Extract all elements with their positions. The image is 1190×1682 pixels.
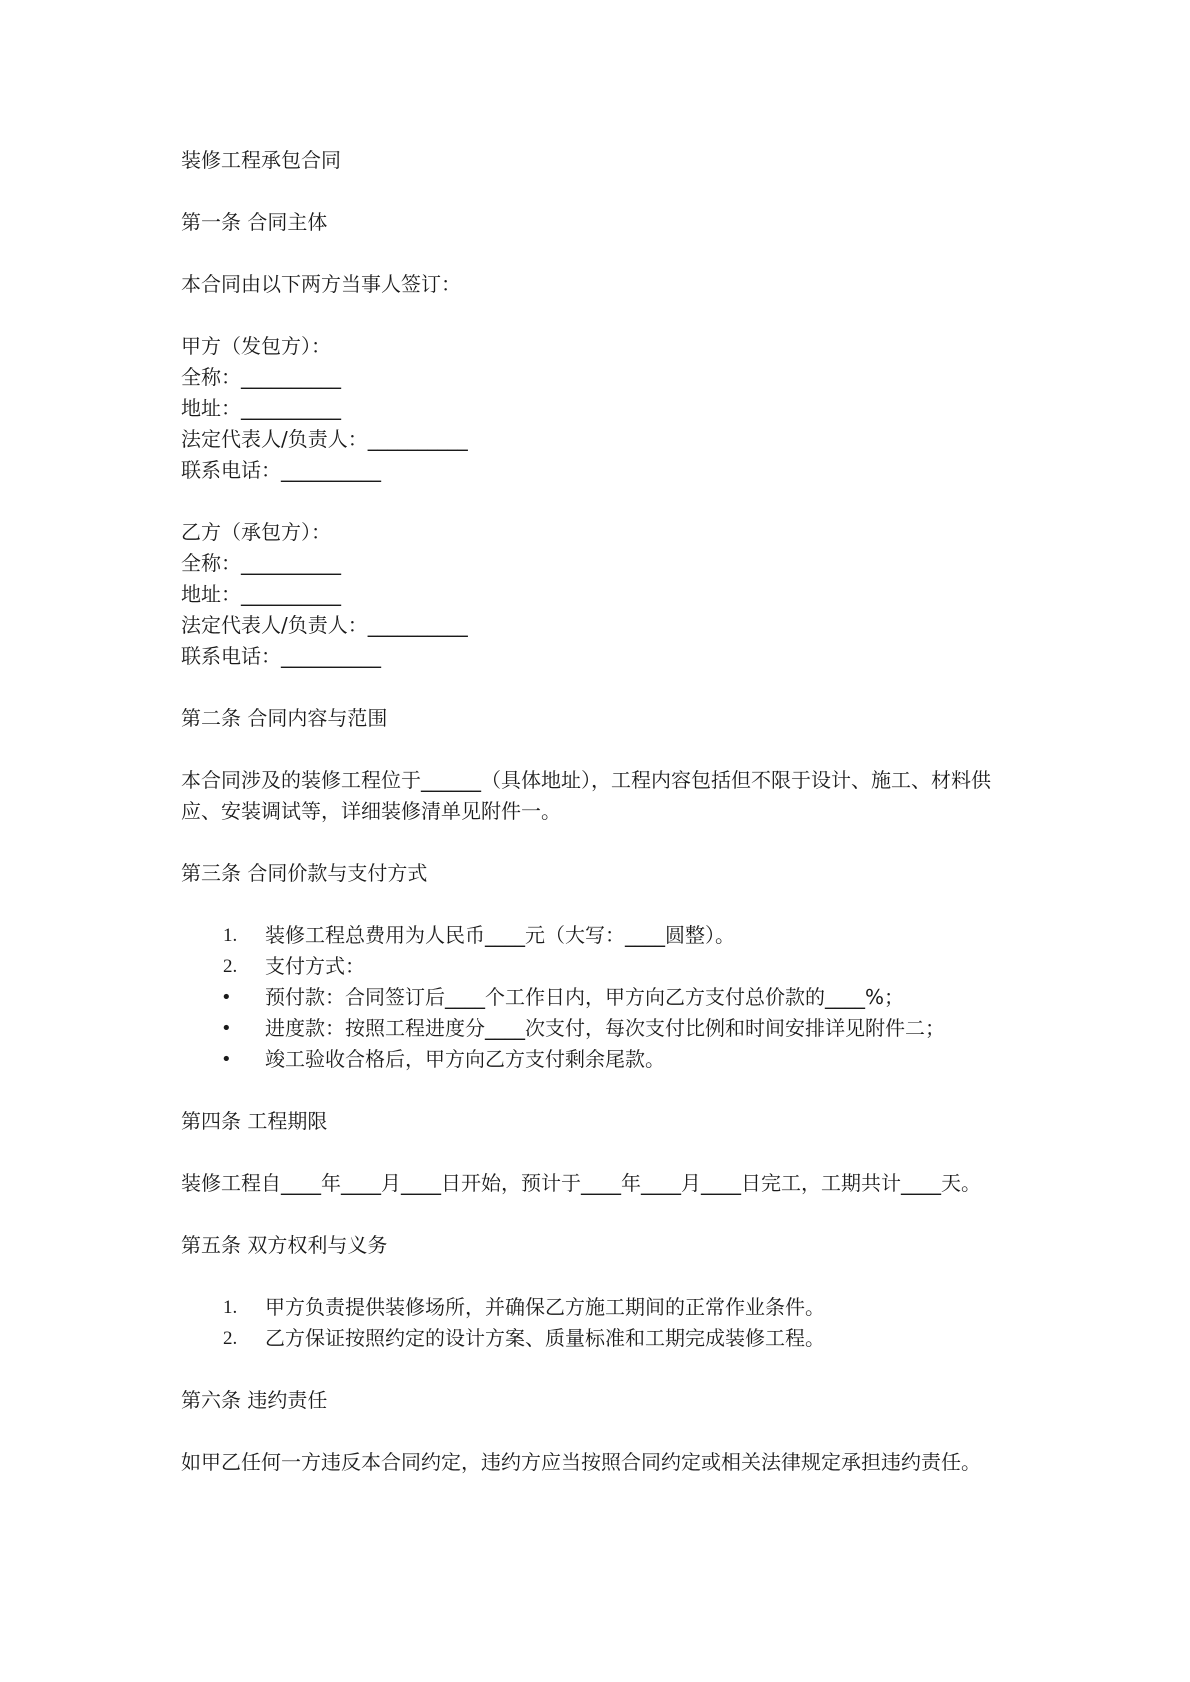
article-1-heading: 第一条 合同主体 bbox=[181, 210, 328, 234]
contract-title: 装修工程承包合同 bbox=[181, 148, 341, 172]
list-item bbox=[181, 951, 1021, 982]
article-4-heading: 第四条 工程期限 bbox=[181, 1109, 328, 1133]
party-a-phone-field: 联系电话：__________ bbox=[181, 458, 381, 482]
bullet-item-text: 进度款：按照工程进度分____次支付，每次支付比例和时间安排详见附件二； bbox=[265, 1016, 945, 1040]
party-b-label: 乙方（承包方）： bbox=[181, 520, 331, 544]
bullet-item bbox=[181, 982, 1021, 1013]
article-3-heading: 第三条 合同价款与支付方式 bbox=[181, 861, 428, 885]
article-6-heading: 第六条 违约责任 bbox=[181, 1388, 328, 1412]
list-number: 1. bbox=[223, 925, 238, 946]
list-number: 2. bbox=[223, 956, 238, 977]
bullet-icon: • bbox=[221, 1018, 232, 1039]
article-5-heading: 第五条 双方权利与义务 bbox=[181, 1233, 388, 1257]
party-a-label: 甲方（发包方）： bbox=[181, 334, 331, 358]
bullet-item bbox=[181, 1013, 1021, 1044]
list-item bbox=[181, 1323, 1021, 1354]
party-b-phone-field: 联系电话：__________ bbox=[181, 644, 381, 668]
list-item bbox=[181, 1292, 1021, 1323]
bullet-icon: • bbox=[221, 987, 232, 1008]
party-a-address-field: 地址：__________ bbox=[181, 396, 341, 420]
bullet-item-text: 竣工验收合格后，甲方向乙方支付剩余尾款。 bbox=[265, 1047, 665, 1071]
list-item-text: 装修工程总费用为人民币____元（大写：____圆整）。 bbox=[265, 923, 735, 947]
article-4-body: 装修工程自____年____月____日开始，预计于____年____月____日完工，工期共计____天。 bbox=[181, 1171, 981, 1195]
party-b-rep-field: 法定代表人/负责人：__________ bbox=[181, 613, 468, 637]
list-number: 1. bbox=[223, 1297, 238, 1318]
bullet-icon: • bbox=[221, 1049, 232, 1070]
document-body bbox=[181, 145, 1021, 1478]
list-number: 2. bbox=[223, 1328, 238, 1349]
bullet-item bbox=[181, 1044, 1021, 1075]
party-a-rep-field: 法定代表人/负责人：__________ bbox=[181, 427, 468, 451]
article-1-intro: 本合同由以下两方当事人签订： bbox=[181, 272, 461, 296]
list-item bbox=[181, 920, 1021, 951]
party-b-block bbox=[181, 517, 1021, 672]
article-6-body: 如甲乙任何一方违反本合同约定，违约方应当按照合同约定或相关法律规定承担违约责任。 bbox=[181, 1450, 981, 1474]
party-a-name-field: 全称：__________ bbox=[181, 365, 341, 389]
article-2-heading: 第二条 合同内容与范围 bbox=[181, 706, 388, 730]
party-b-address-field: 地址：__________ bbox=[181, 582, 341, 606]
list-item-text: 乙方保证按照约定的设计方案、质量标准和工期完成装修工程。 bbox=[265, 1326, 825, 1350]
list-item-text: 支付方式： bbox=[265, 954, 365, 978]
party-a-block bbox=[181, 331, 1021, 486]
article-3-list bbox=[181, 920, 1021, 1075]
list-item-text: 甲方负责提供装修场所，并确保乙方施工期间的正常作业条件。 bbox=[265, 1295, 825, 1319]
article-5-list bbox=[181, 1292, 1021, 1354]
article-2-body: 本合同涉及的装修工程位于______（具体地址），工程内容包括但不限于设计、施工、材料供应、安装调试等，详细装修清单见附件一。 bbox=[181, 768, 991, 823]
bullet-item-text: 预付款：合同签订后____个工作日内，甲方向乙方支付总价款的____%； bbox=[265, 985, 905, 1009]
party-b-name-field: 全称：__________ bbox=[181, 551, 341, 575]
